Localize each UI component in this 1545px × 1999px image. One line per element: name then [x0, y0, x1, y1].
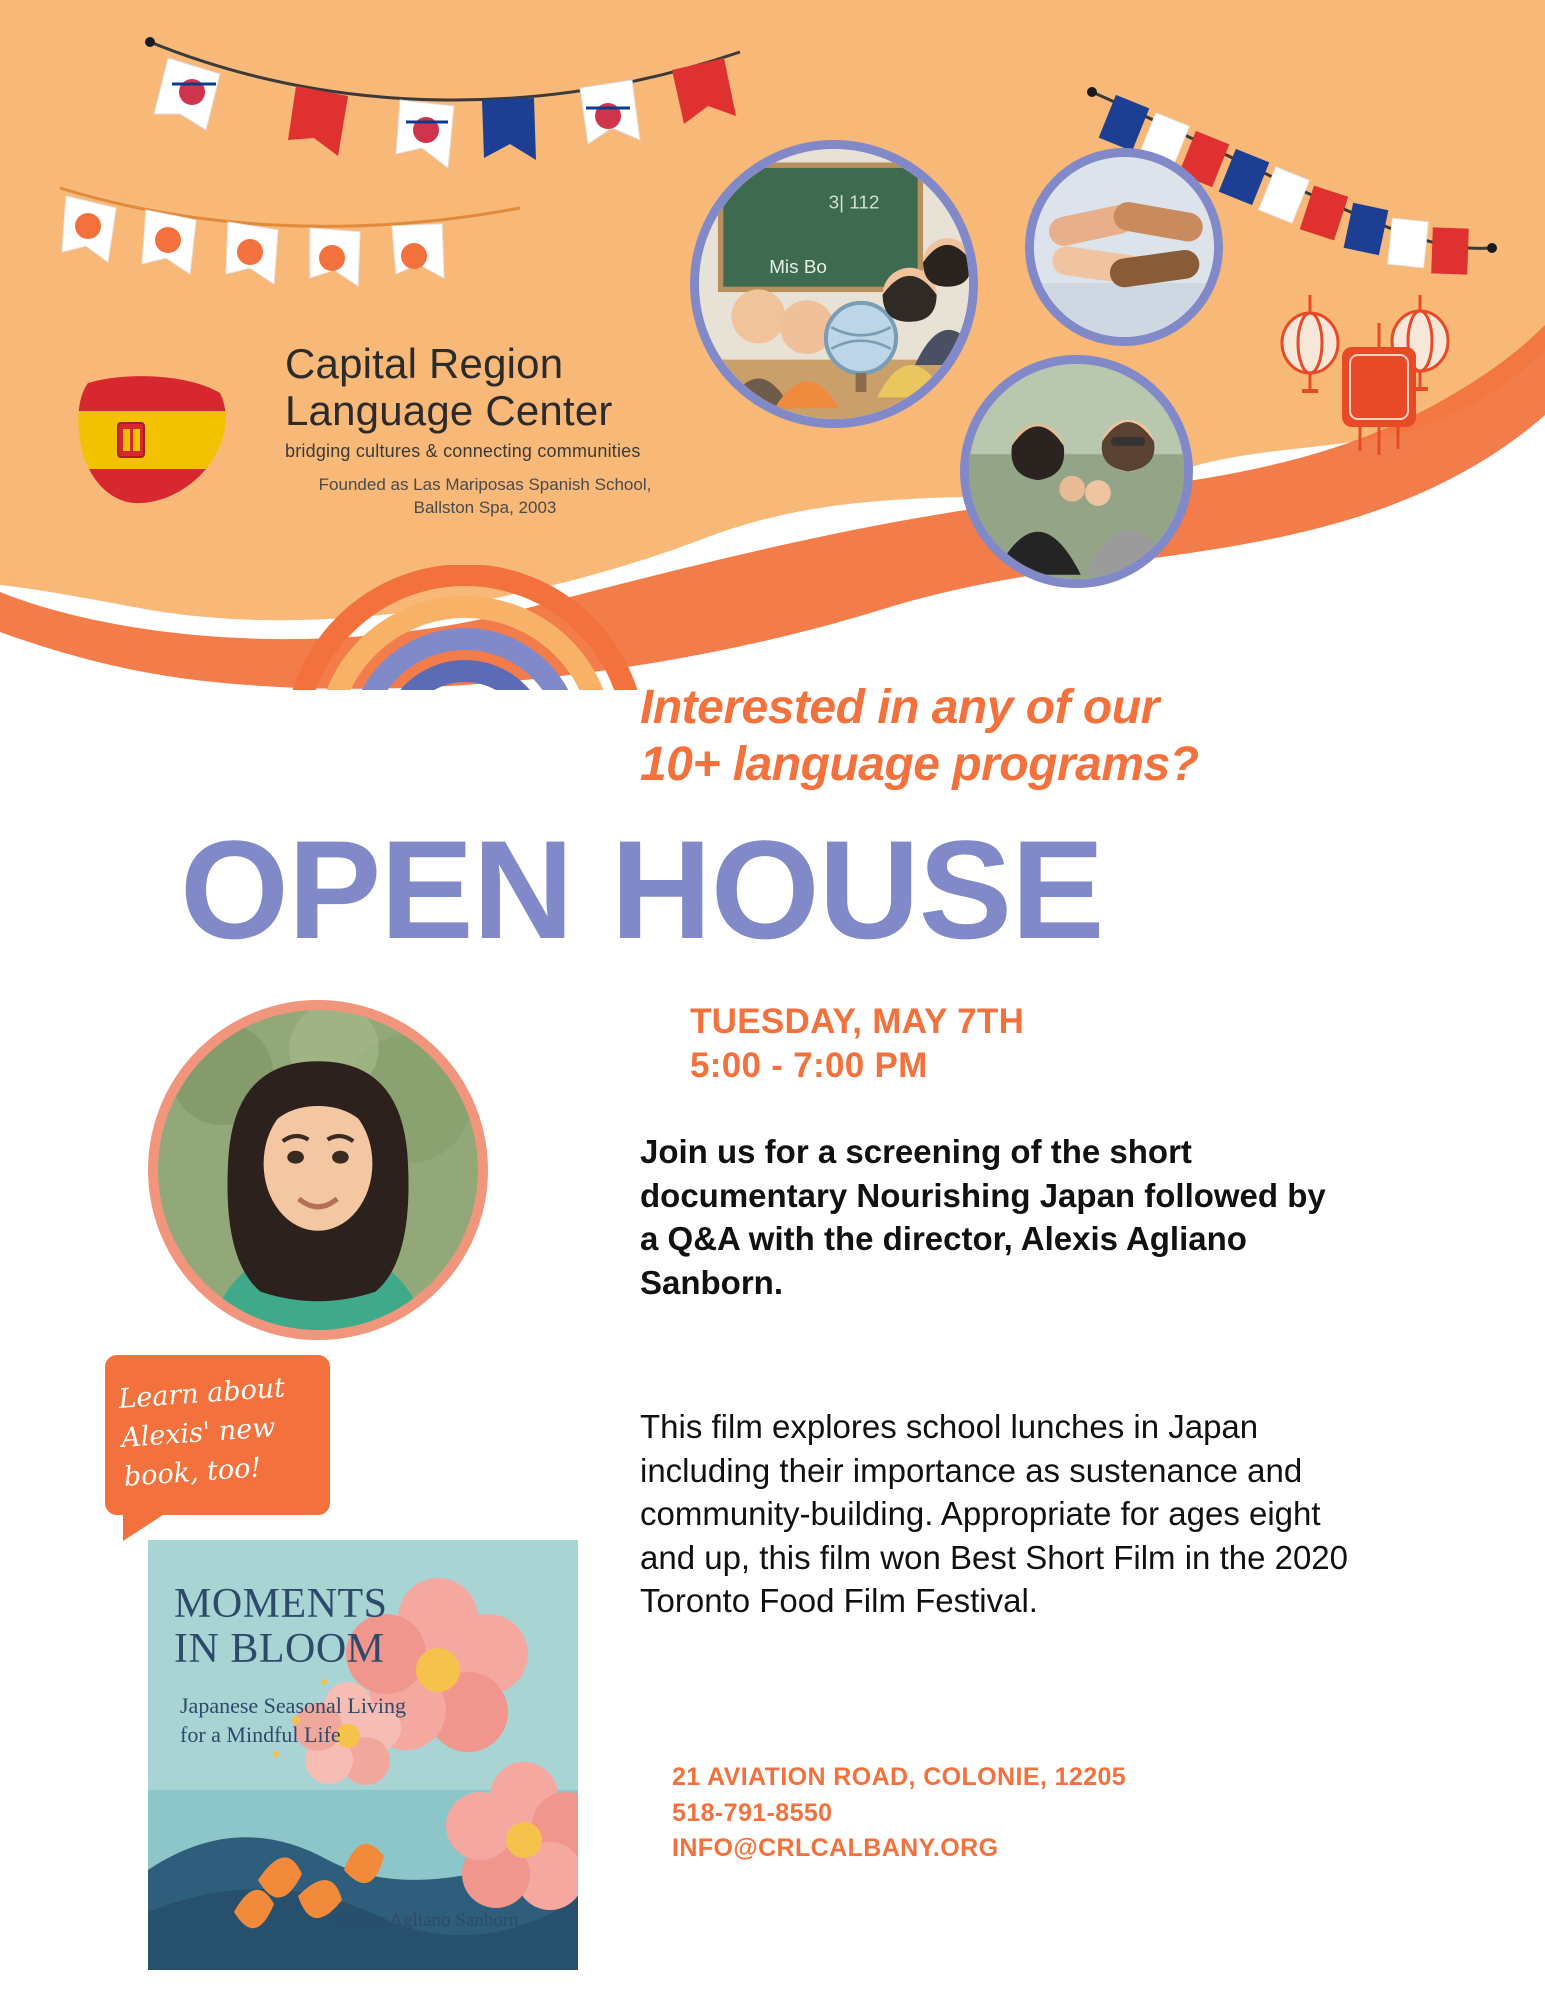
interest-question-line1: Interested in any of our — [640, 681, 1159, 734]
interest-question — [640, 680, 1380, 793]
book-title-line1: MOMENTS — [174, 1581, 388, 1627]
book-title-block — [174, 1582, 474, 1673]
students-with-globe-photo — [699, 149, 969, 419]
rainbow-arcs-decoration — [285, 565, 645, 690]
logo-founded-line2: Ballston Spa, 2003 — [413, 497, 557, 517]
spain-flag-icon — [70, 365, 235, 515]
event-intro-text: Join us for a screening of the short documentary Nourishing Japan followed by a Q&A with the director, Alexis Agliano Sanborn. — [640, 1133, 1326, 1301]
two-people-signing-photo — [969, 364, 1184, 579]
book-callout-line3: book, too! — [122, 1452, 263, 1494]
book-subtitle-line2: for a Mindful Life — [180, 1721, 341, 1747]
contact-email[interactable]: INFO@CRLCALBANY.ORG — [672, 1834, 999, 1862]
book-callout-text — [117, 1366, 325, 1497]
page-title: OPEN HOUSE — [180, 811, 1104, 968]
lanterns-icon — [1270, 295, 1520, 515]
event-date: TUESDAY, MAY 7TH — [690, 1002, 1025, 1041]
book-callout-line1: Learn about — [117, 1372, 286, 1416]
logo-founded-line1: Founded as Las Mariposas Spanish School, — [318, 474, 652, 494]
poster-header — [0, 0, 1545, 690]
logo-title-line2: Language Center — [285, 387, 613, 435]
book-title-line2: IN BLOOM — [174, 1626, 385, 1673]
svg-text:3| 112: 3| 112 — [828, 192, 880, 214]
event-datetime — [690, 1000, 1390, 1088]
contact-address: 21 AVIATION ROAD, COLONIE, 12205 — [672, 1763, 1127, 1791]
speaker-portrait — [148, 1000, 488, 1340]
book-subtitle-line1: Japanese Seasonal Living — [180, 1693, 407, 1718]
alexis-agliano-sanborn-portrait-photo — [158, 1010, 478, 1330]
photo-sign-language — [960, 355, 1193, 588]
logo-tagline: bridging cultures & connecting communities — [285, 440, 641, 461]
photo-students-with-globe — [690, 140, 978, 428]
logo-title-line1: Capital Region — [285, 340, 564, 387]
book-callout-bubble — [105, 1355, 330, 1515]
photo-stacked-hands — [1025, 148, 1223, 346]
book-author: Alexis Agliano Sanborn — [336, 1910, 519, 1931]
interest-question-line2: 10+ language programs? — [640, 737, 1199, 791]
event-time: 5:00 - 7:00 PM — [690, 1045, 928, 1085]
contact-block — [672, 1760, 1372, 1867]
contact-phone[interactable]: 518-791-8550 — [672, 1798, 833, 1827]
book-callout-line2: Alexis' new — [120, 1412, 277, 1455]
logo-text-block — [285, 340, 715, 520]
stacked-hands-photo — [1034, 157, 1214, 337]
book-cover — [148, 1540, 578, 1970]
book-subtitle-block — [180, 1692, 460, 1749]
event-description-text: This film explores school lunches in Japan including their importance as sustenance and community-building. Appropriate for ages eight and up, this film won Best Short Film in the 2020 Toronto Food Film Festival. — [640, 1408, 1349, 1620]
svg-text:Mis Bo: Mis Bo — [769, 257, 827, 279]
